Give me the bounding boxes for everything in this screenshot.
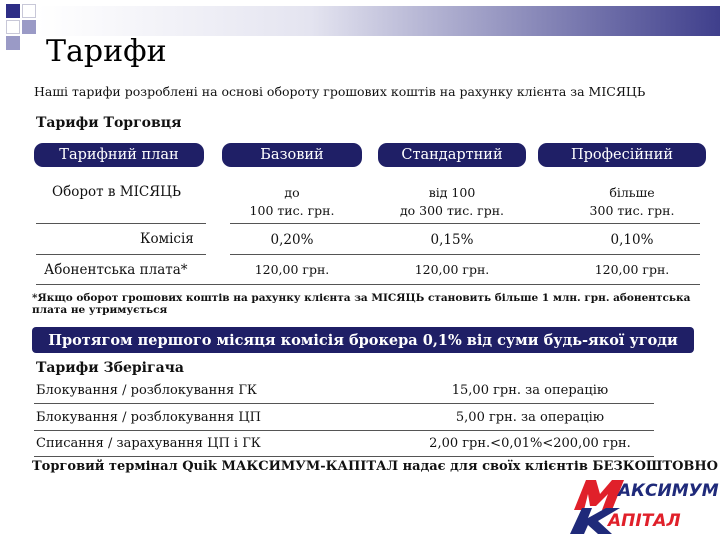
footnote: *Якщо оборот грошових коштів на рахунку клієнта за МІСЯЦЬ становить більше 1 млн. грн. абонентська плата не утримується [32, 292, 691, 316]
turnover-standard: від 100 до 300 тис. грн. [399, 185, 505, 218]
row-divider [230, 223, 700, 224]
column-header-standard: Стандартний [378, 143, 526, 167]
row-divider [230, 254, 700, 255]
custodian-row-label: Блокування / розблокування ЦП [36, 410, 261, 425]
page-subtitle: Наші тарифи розроблені на основі обороту грошових коштів на рахунку клієнта за МІСЯЦЬ [34, 84, 646, 99]
fee-professional: 120,00 грн. [594, 262, 670, 277]
row-divider [36, 254, 206, 255]
row-divider [34, 430, 654, 431]
column-header-professional: Професійний [538, 143, 706, 167]
row-label-commission: Комісія [140, 231, 194, 247]
commission-basic: 0,20% [270, 232, 314, 248]
fee-basic: 120,00 грн. [254, 262, 330, 277]
row-divider [36, 223, 206, 224]
logo-line1: АКСИМУМ [618, 481, 719, 501]
turnover-professional: більше 300 тис. грн. [589, 185, 675, 218]
row-label-subscription-fee: Абонентська плата* [44, 262, 188, 278]
trader-section-title: Тарифи Торговця [36, 115, 182, 131]
fee-standard: 120,00 грн. [414, 262, 490, 277]
row-label-turnover: Оборот в МІСЯЦЬ [52, 184, 182, 200]
footer-note: Торговий термінал Quik МАКСИМУМ-КАПІТАЛ надає для своїх клієнтів БЕЗКОШТОВНО [32, 459, 719, 474]
column-header-plan: Тарифний план [34, 143, 204, 167]
custodian-row-value: 5,00 грн. за операцію [455, 410, 605, 425]
custodian-row-value: 2,00 грн.<0,01%<200,00 грн. [429, 436, 631, 451]
custodian-row-label: Списання / зарахування ЦП і ГК [36, 436, 261, 451]
promo-banner: Протягом першого місяця комісія брокера 0,1% від суми будь-якої угоди [32, 327, 694, 353]
row-divider [36, 284, 700, 285]
commission-professional: 0,10% [610, 232, 654, 248]
commission-standard: 0,15% [430, 232, 474, 248]
custodian-row-label: Блокування / розблокування ГК [36, 383, 257, 398]
page-title: Тарифи [46, 34, 167, 69]
company-logo [566, 476, 719, 536]
row-divider [34, 403, 654, 404]
logo-line2: АПІТАЛ [608, 511, 681, 531]
column-header-basic: Базовий [222, 143, 362, 167]
header-gradient-bar [38, 6, 720, 36]
custodian-row-value: 15,00 грн. за операцію [451, 383, 609, 398]
row-divider [34, 456, 654, 457]
custodian-section-title: Тарифи Зберігача [36, 360, 184, 376]
turnover-basic: до 100 тис. грн. [249, 185, 335, 218]
